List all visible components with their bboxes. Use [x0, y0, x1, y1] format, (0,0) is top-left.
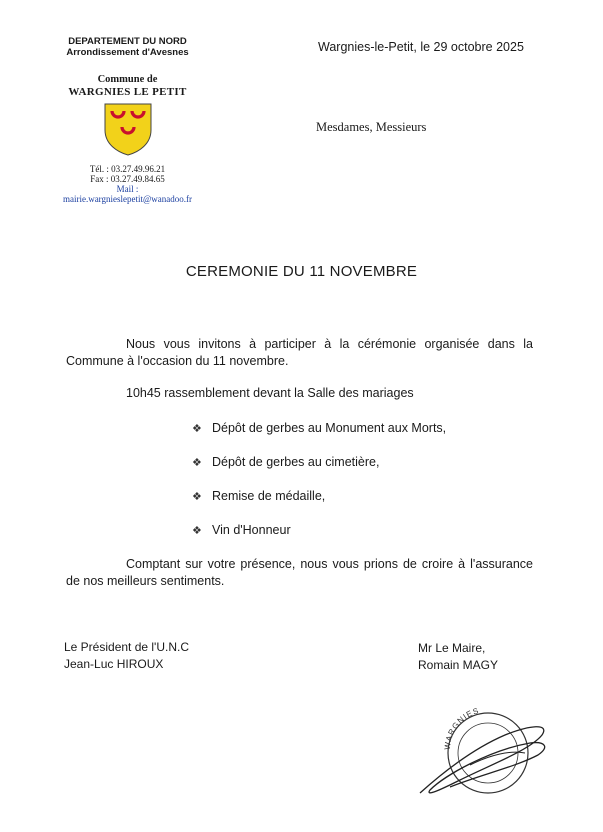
arrondissement-name: Arrondissement d'Avesnes [66, 47, 189, 58]
gathering-line: 10h45 rassemblement devant la Salle des mariages [126, 386, 414, 400]
signature-block-left [64, 639, 189, 673]
diamond-bullet-icon: ❖ [192, 525, 202, 537]
intro-paragraph: Nous vous invitons à participer à la cérémonie organisée dans la Commune à l'occasion du 11 novembre. [66, 337, 533, 368]
mail-address[interactable]: mairie.wargnieslepetit@wanadoo.fr [62, 194, 193, 204]
svg-text:WARGNIES [443, 706, 481, 750]
date-line: Wargnies-le-Petit, le 29 octobre 2025 [318, 40, 524, 54]
list-item [192, 419, 446, 453]
stamp-text: WARGNIES [442, 706, 481, 751]
signature-block-right [418, 640, 498, 674]
list-item [192, 487, 446, 521]
signatory-title-right: Mr Le Maire, [418, 641, 486, 655]
signatory-name-right: Romain MAGY [418, 658, 499, 672]
list-item [192, 453, 446, 487]
letterhead [40, 36, 215, 204]
fax-number: Fax : 03.27.49.84.65 [90, 174, 165, 184]
program-item-text: Dépôt de gerbes au Monument aux Morts, [212, 421, 447, 435]
signatory-name-left: Jean-Luc HIROUX [64, 657, 164, 671]
department-name: DEPARTEMENT DU NORD [68, 36, 187, 47]
commune-name: WARGNIES LE PETIT [68, 86, 187, 98]
phone-number: Tél. : 03.27.49.96.21 [89, 164, 166, 174]
mail-label: Mail : [116, 184, 139, 194]
diamond-bullet-icon: ❖ [192, 457, 202, 469]
program-list [192, 419, 446, 555]
program-item-text: Vin d'Honneur [212, 523, 291, 537]
commune-prefix: Commune de [97, 74, 158, 85]
program-item-text: Dépôt de gerbes au cimetière, [212, 455, 380, 469]
closing-paragraph: Comptant sur votre présence, nous vous prions de croire à l'assurance de nos meilleurs sentiments. [66, 557, 533, 588]
coat-of-arms-icon [103, 102, 153, 156]
page-title: CEREMONIE DU 11 NOVEMBRE [185, 263, 418, 280]
diamond-bullet-icon: ❖ [192, 423, 202, 435]
list-item [192, 521, 446, 555]
mayor-stamp-signature-icon [410, 695, 560, 805]
signatory-title-left: Le Président de l'U.N.C [64, 640, 190, 654]
diamond-bullet-icon: ❖ [192, 491, 202, 503]
program-item-text: Remise de médaille, [212, 489, 326, 503]
greeting: Mesdames, Messieurs [316, 120, 427, 134]
